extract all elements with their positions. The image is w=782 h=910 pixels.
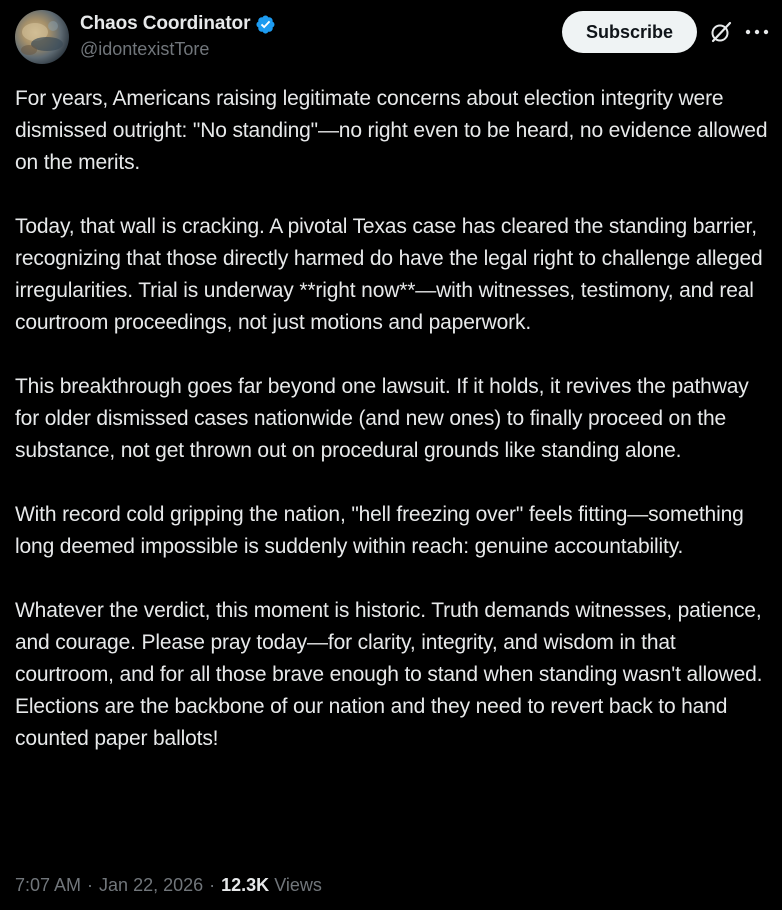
more-options-icon[interactable] xyxy=(743,20,771,44)
grok-icon[interactable] xyxy=(709,20,733,44)
post-time[interactable]: 7:07 AM xyxy=(15,875,82,895)
subscribe-button[interactable]: Subscribe xyxy=(562,11,697,53)
post-text xyxy=(15,83,775,755)
post-paragraph: With record cold gripping the nation, "hell freezing over" feels fitting—something long deemed impossible is suddenly within reach: genuine accountability. xyxy=(15,503,750,558)
post-paragraph: This breakthrough goes far beyond one lawsuit. If it holds, it revives the pathway for older dismissed cases nationwide (and new ones) to finally proceed on the substance, not get thrown out on procedural grounds like standing alone. xyxy=(15,375,755,462)
post-paragraph: Today, that wall is cracking. A pivotal Texas case has cleared the standing barrier, recognizing that those directly harmed do have the legal right to challenge alleged irregularities. Trial is underway **right now**—with witnesses, testimony, and real courtroom proceedings, not just motions and paperwork. xyxy=(15,215,769,334)
views-count[interactable]: 12.3K xyxy=(221,875,270,895)
post-meta xyxy=(15,875,322,896)
avatar-image xyxy=(15,10,69,64)
avatar[interactable] xyxy=(15,10,69,64)
author-names xyxy=(80,13,276,60)
meta-separator: · xyxy=(87,875,94,895)
meta-separator: · xyxy=(209,875,216,895)
post-paragraph: For years, Americans raising legitimate concerns about election integrity were dismissed outright: "No standing"—no right even to be heard, no evidence allowed on the merits. xyxy=(15,87,774,174)
post-header xyxy=(15,10,772,66)
verified-badge-icon[interactable] xyxy=(255,14,276,35)
display-name[interactable]: Chaos Coordinator xyxy=(80,13,251,34)
post-paragraph: Whatever the verdict, this moment is historic. Truth demands witnesses, patience, and courage. Please pray today—for clarity, integrity, and wisdom in that courtroom, and for all those brave enough to stand when standing wasn't allowed. Elections are the backbone of our nation and they need to revert back to hand counted paper ballots! xyxy=(15,599,768,750)
author-handle[interactable]: @idontexistTore xyxy=(80,39,210,59)
views-label: Views xyxy=(274,875,322,895)
display-name-row xyxy=(80,13,276,35)
post-date[interactable]: Jan 22, 2026 xyxy=(99,875,204,895)
